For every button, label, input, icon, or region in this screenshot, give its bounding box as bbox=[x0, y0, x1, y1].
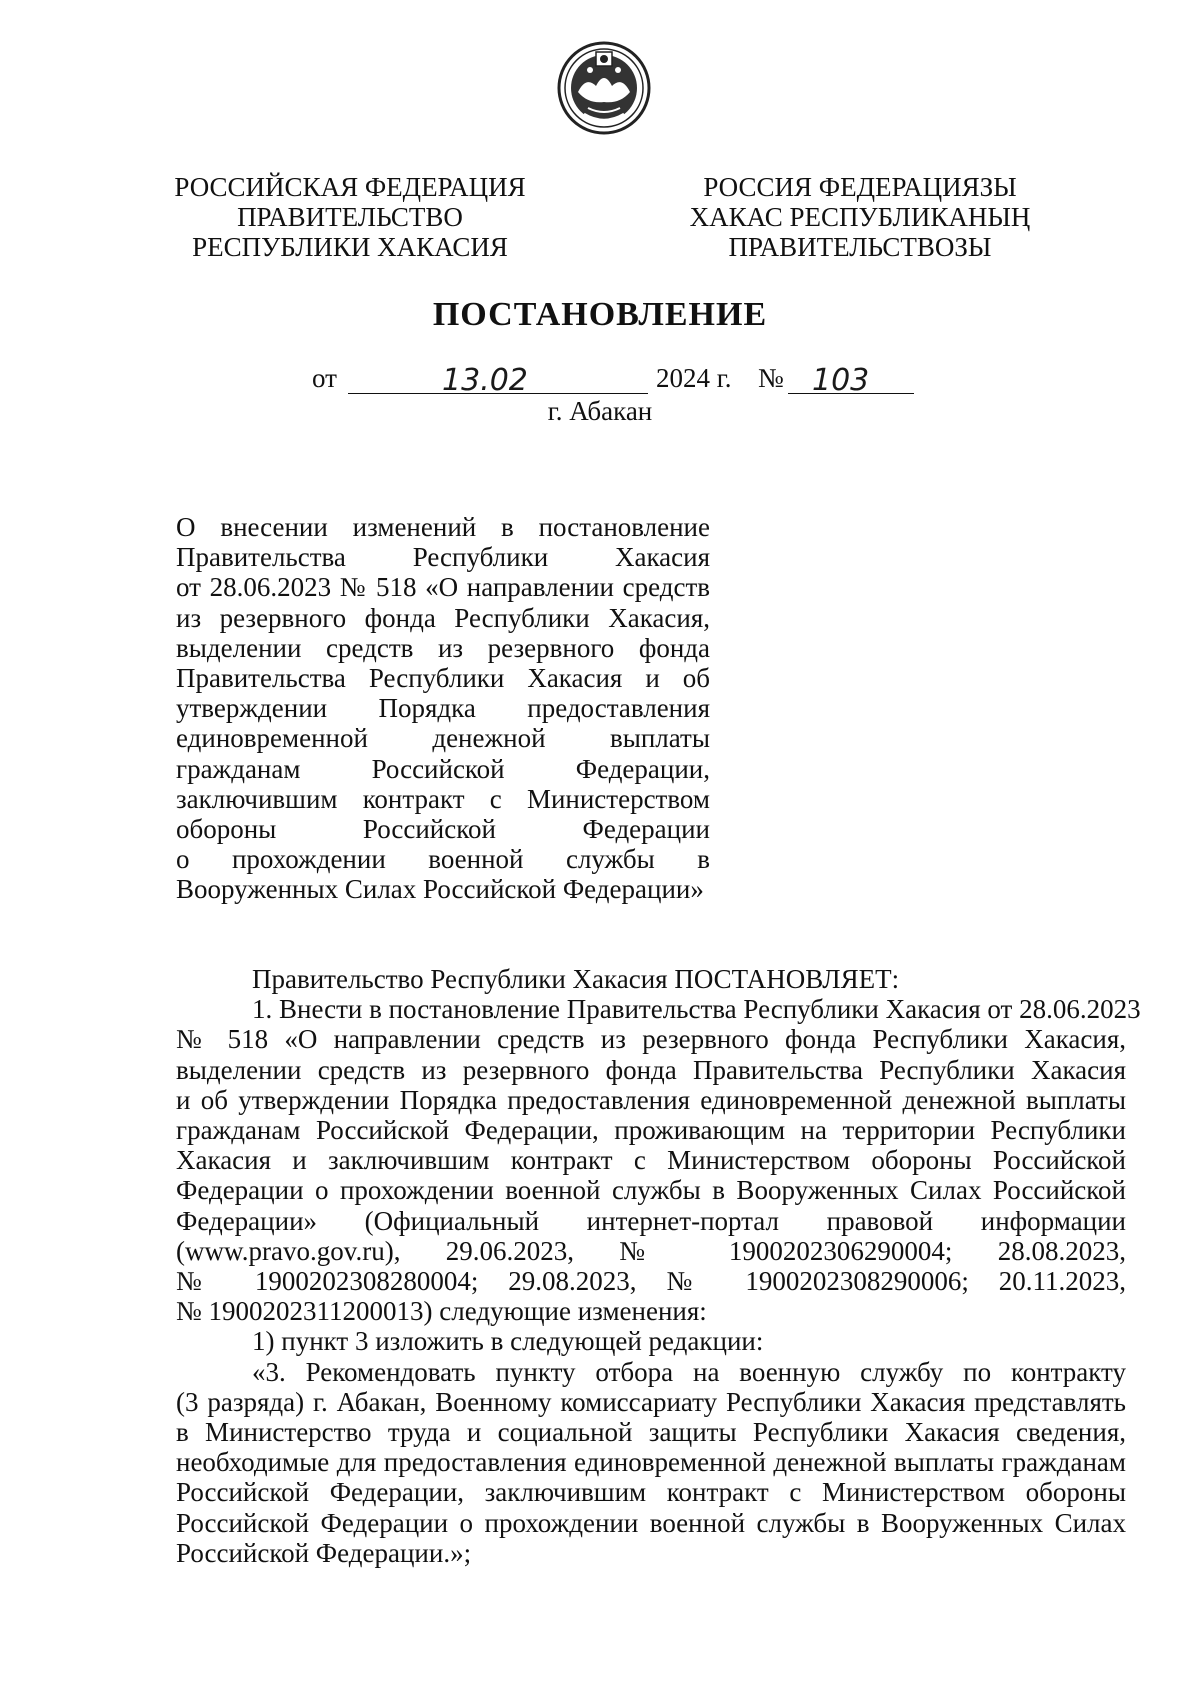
body-line: необходимые для предоставления единовременной денежной выплаты гражданам bbox=[176, 1447, 1126, 1478]
body-line: Хакасия и заключившим контракт с Министерством обороны Российской bbox=[176, 1145, 1126, 1176]
body-line: Федерации о прохождении военной службы в Вооруженных Силах Российской bbox=[176, 1175, 1126, 1206]
coat-of-arms-emblem bbox=[556, 40, 652, 136]
body-line: № 518 «О направлении средств из резервного фонда Республики Хакасия, bbox=[176, 1024, 1126, 1055]
document-subject bbox=[176, 512, 710, 905]
body-line: Российской Федерации, заключившим контракт с Министерством обороны bbox=[176, 1477, 1126, 1508]
subject-line: Правительства Республики Хакасия и об bbox=[176, 663, 710, 694]
body-line: 1. Внести в постановление Правительства Республики Хакасия от 28.06.2023 bbox=[252, 994, 1141, 1025]
body-line: № 1900202308280004; 29.08.2023, № 1900202308290006; 20.11.2023, bbox=[176, 1266, 1126, 1297]
body-line: (3 разряда) г. Абакан, Военному комиссариату Республики Хакасия представлять bbox=[176, 1386, 1126, 1417]
body-line: в Министерство труда и социальной защиты Республики Хакасия сведения, bbox=[176, 1417, 1126, 1448]
city-label: г. Абакан bbox=[547, 396, 653, 426]
subject-line: из резервного фонда Республики Хакасия, bbox=[176, 602, 710, 633]
subject-line: О внесении изменений в постановление bbox=[176, 512, 710, 542]
subject-line: Вооруженных Силах Российской Федерации» bbox=[176, 874, 704, 905]
header-right-block bbox=[660, 172, 1060, 262]
body-line: Федерации» (Официальный интернет-портал правовой информации bbox=[176, 1205, 1126, 1236]
subject-line: Правительства Республики Хакасия bbox=[176, 542, 710, 573]
document-type-title: ПОСТАНОВЛЕНИЕ bbox=[432, 296, 768, 333]
body-line: гражданам Российской Федерации, проживающим на территории Республики bbox=[176, 1115, 1126, 1146]
body-line: Российской Федерации о прохождении военной службы в Вооруженных Силах bbox=[176, 1507, 1126, 1538]
number-label: № bbox=[758, 363, 784, 393]
body-line: (www.pravo.gov.ru), 29.06.2023, № 1900202306290004; 28.08.2023, bbox=[176, 1235, 1126, 1266]
document-body bbox=[176, 964, 1141, 1568]
body-line: № 1900202311200013) следующие изменения: bbox=[176, 1296, 707, 1327]
body-line: и об утверждении Порядка предоставления единовременной денежной выплаты bbox=[176, 1084, 1126, 1115]
handwritten-number: 103 bbox=[812, 363, 870, 398]
subject-line: заключившим контракт с Министерством bbox=[176, 783, 710, 814]
from-label: от bbox=[312, 363, 337, 393]
header-left-line: ПРАВИТЕЛЬСТВО bbox=[237, 202, 463, 232]
subject-line: обороны Российской Федерации bbox=[176, 814, 710, 845]
header-right-line: ХАКАС РЕСПУБЛИКАНЫҢ bbox=[689, 202, 1031, 232]
subject-line: утверждении Порядка предоставления bbox=[176, 693, 710, 724]
body-line: 1) пункт 3 изложить в следующей редакции: bbox=[252, 1326, 764, 1357]
year-label: 2024 г. bbox=[656, 363, 732, 393]
body-line: «3. Рекомендовать пункту отбора на военную службу по контракту bbox=[252, 1356, 1126, 1387]
subject-line: о прохождении военной службы в bbox=[176, 844, 710, 875]
subject-line: от 28.06.2023 № 518 «О направлении средств bbox=[176, 572, 710, 603]
handwritten-date: 13.02 bbox=[442, 363, 528, 398]
header-right-line: РОССИЯ ФЕДЕРАЦИЯЗЫ bbox=[703, 172, 1017, 202]
header-left-line: РЕСПУБЛИКИ ХАКАСИЯ bbox=[192, 232, 508, 262]
header-left-block bbox=[150, 172, 550, 262]
header-left-line: РОССИЙСКАЯ ФЕДЕРАЦИЯ bbox=[174, 172, 526, 202]
body-line: выделении средств из резервного фонда Правительства Республики Хакасия bbox=[176, 1054, 1126, 1085]
subject-line: единовременной денежной выплаты bbox=[176, 723, 710, 754]
subject-line: гражданам Российской Федерации, bbox=[176, 753, 710, 784]
body-line: Правительство Республики Хакасия ПОСТАНОВЛЯЕТ: bbox=[252, 964, 900, 994]
header-right-line: ПРАВИТЕЛЬСТВОЗЫ bbox=[728, 232, 992, 262]
body-line: Российской Федерации.»; bbox=[176, 1537, 472, 1568]
subject-line: выделении средств из резервного фонда bbox=[176, 632, 710, 663]
